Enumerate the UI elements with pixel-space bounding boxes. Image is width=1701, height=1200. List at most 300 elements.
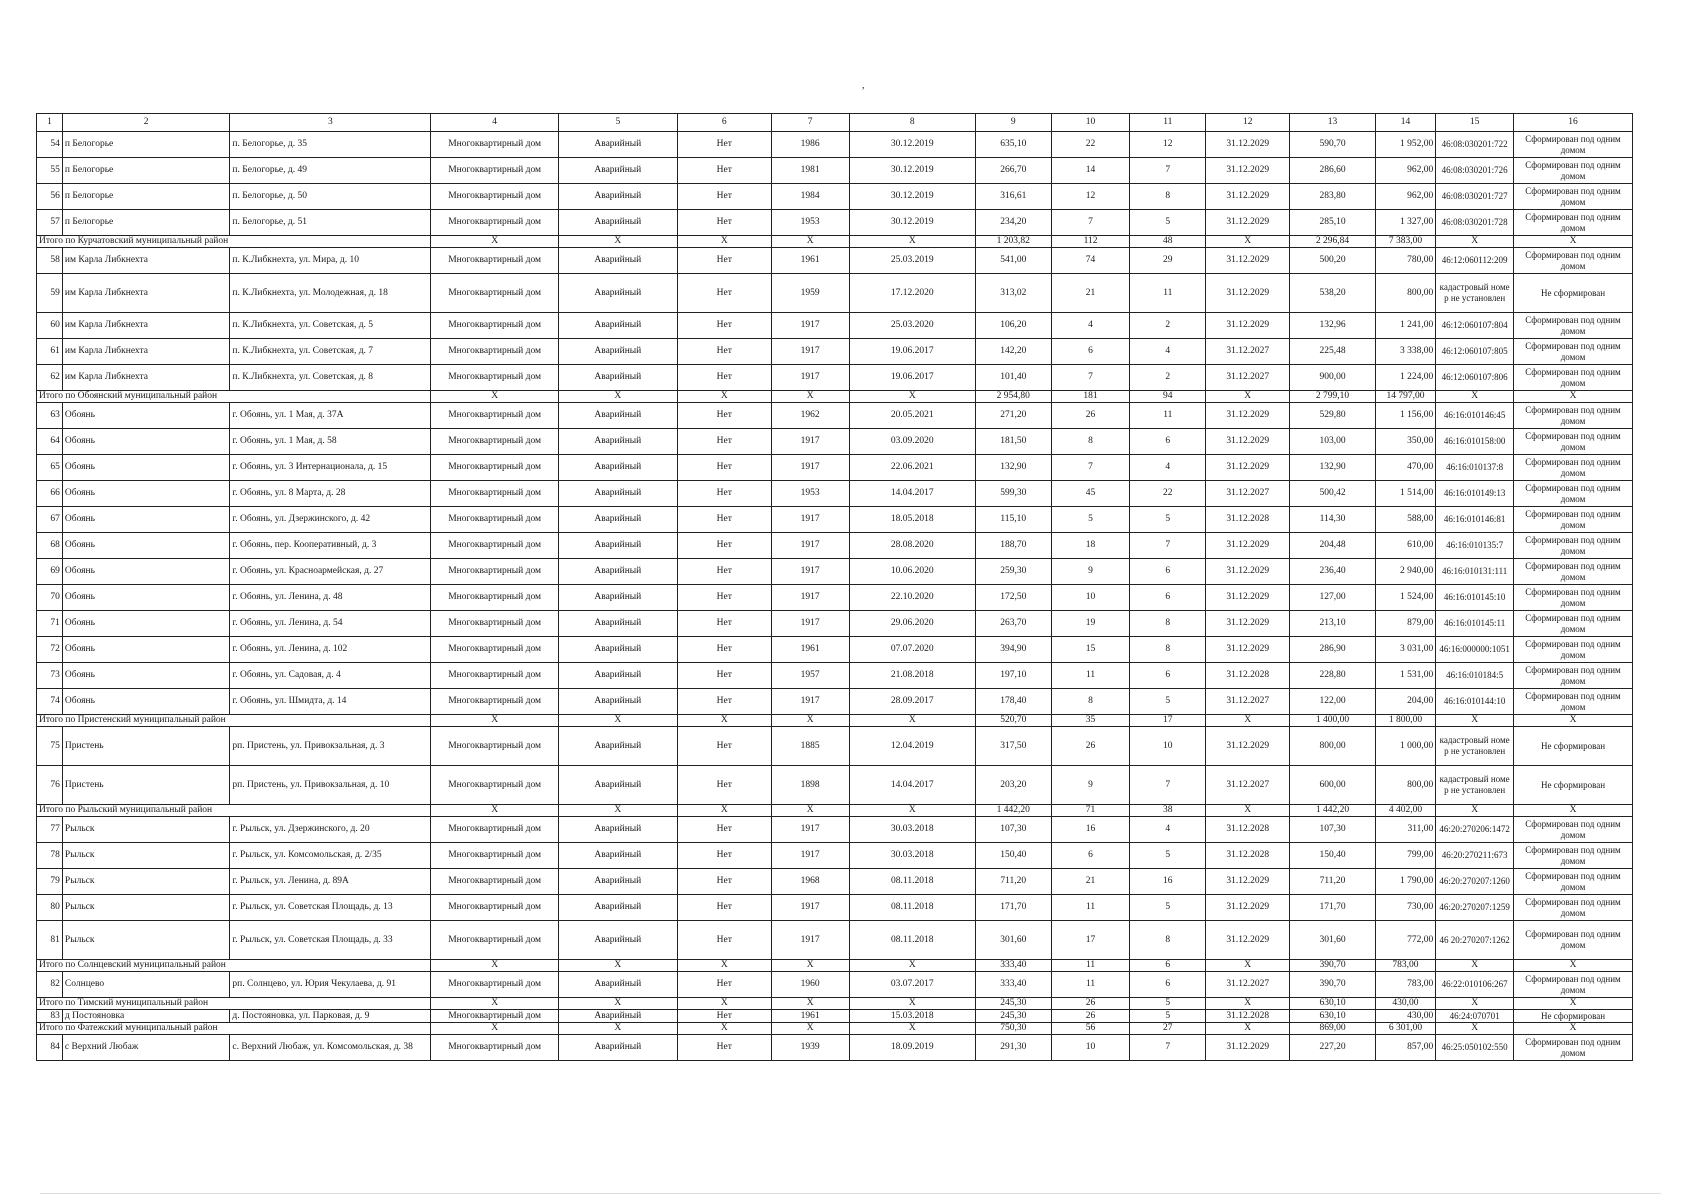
table-row: [37, 1010, 1633, 1023]
year-built: 1917: [771, 339, 849, 365]
resettlement-deadline: 31.12.2029: [1206, 210, 1290, 236]
resettled-area: 150,40: [1290, 843, 1375, 869]
subtotal-area: 2 954,80: [975, 391, 1051, 403]
subtotal-land-plot-status: X: [1514, 391, 1633, 403]
settlement: Рыльск: [62, 843, 229, 869]
land-area: 204,00: [1375, 689, 1436, 715]
subtotal-land-plot-status: X: [1514, 960, 1633, 972]
condition: Аварийный: [558, 817, 677, 843]
subtotal-cadastral-number: X: [1436, 998, 1514, 1010]
subtotal-apartments: 5: [1130, 998, 1206, 1010]
apartments: 8: [1130, 184, 1206, 210]
subtotal-resettled-area: 390,70: [1290, 960, 1375, 972]
year-built: 1917: [771, 455, 849, 481]
resettled-area: 500,20: [1290, 248, 1375, 274]
land-plot-status: Сформирован под одним домом: [1514, 339, 1633, 365]
condition: Аварийный: [558, 481, 677, 507]
settlement: Рыльск: [62, 869, 229, 895]
subtotal-year-built: X: [771, 1023, 849, 1035]
resettled-area: 132,96: [1290, 313, 1375, 339]
land-plot-status: Не сформирован: [1514, 274, 1633, 313]
row-number: 60: [37, 313, 63, 339]
resettled-area: 286,90: [1290, 637, 1375, 663]
land-area: 962,00: [1375, 158, 1436, 184]
table-row: [37, 972, 1633, 998]
address: г. Обоянь, ул. Ленина, д. 54: [230, 611, 431, 637]
resettled-area: 285,10: [1290, 210, 1375, 236]
building-type: Многоквартирный дом: [431, 184, 559, 210]
address: г. Обоянь, ул. Садовая, д. 4: [230, 663, 431, 689]
included: Нет: [677, 1035, 771, 1061]
row-number: 67: [37, 507, 63, 533]
subtotal-resettlement-deadline: X: [1206, 236, 1290, 248]
year-built: 1953: [771, 210, 849, 236]
land-plot-status: Сформирован под одним домом: [1514, 611, 1633, 637]
recognition-date: 12.04.2019: [849, 727, 975, 766]
column-number-11: 11: [1130, 114, 1206, 132]
residents: 11: [1051, 972, 1130, 998]
settlement: Обоянь: [62, 637, 229, 663]
recognition-date: 28.08.2020: [849, 533, 975, 559]
condition: Аварийный: [558, 1035, 677, 1061]
land-area: 470,00: [1375, 455, 1436, 481]
settlement: д Постояновка: [62, 1010, 229, 1023]
included: Нет: [677, 533, 771, 559]
building-type: Многоквартирный дом: [431, 637, 559, 663]
resettlement-deadline: 31.12.2029: [1206, 248, 1290, 274]
cadastral-number: 46:16:010137:8: [1436, 455, 1514, 481]
condition: Аварийный: [558, 184, 677, 210]
cadastral-number: 46:16:000000:1051: [1436, 637, 1514, 663]
settlement: Рыльск: [62, 817, 229, 843]
column-number-3: 3: [230, 114, 431, 132]
apartments: 16: [1130, 869, 1206, 895]
apartments: 4: [1130, 339, 1206, 365]
condition: Аварийный: [558, 365, 677, 391]
area: 316,61: [975, 184, 1051, 210]
land-area: 730,00: [1375, 895, 1436, 921]
recognition-date: 03.09.2020: [849, 429, 975, 455]
settlement: Рыльск: [62, 895, 229, 921]
table-body: [37, 132, 1633, 1061]
land-plot-status: Не сформирован: [1514, 766, 1633, 805]
cadastral-number: 46:12:060107:804: [1436, 313, 1514, 339]
resettlement-deadline: 31.12.2029: [1206, 559, 1290, 585]
address: п. К.Либкнехта, ул. Мира, д. 10: [230, 248, 431, 274]
residents: 45: [1051, 481, 1130, 507]
subtotal-condition: X: [558, 391, 677, 403]
building-type: Многоквартирный дом: [431, 766, 559, 805]
area: 234,20: [975, 210, 1051, 236]
resettled-area: 127,00: [1290, 585, 1375, 611]
resettled-area: 529,80: [1290, 403, 1375, 429]
building-type: Многоквартирный дом: [431, 817, 559, 843]
residents: 19: [1051, 611, 1130, 637]
subtotal-area: 1 203,82: [975, 236, 1051, 248]
subtotal-cadastral-number: X: [1436, 236, 1514, 248]
condition: Аварийный: [558, 339, 677, 365]
cadastral-number: 46:20:270207:1260: [1436, 869, 1514, 895]
residents: 11: [1051, 663, 1130, 689]
residents: 74: [1051, 248, 1130, 274]
included: Нет: [677, 184, 771, 210]
table-row: [37, 637, 1633, 663]
area: 115,10: [975, 507, 1051, 533]
residents: 15: [1051, 637, 1130, 663]
subtotal-recognition-date: X: [849, 805, 975, 817]
apartments: 7: [1130, 1035, 1206, 1061]
settlement: им Карла Либкнехта: [62, 248, 229, 274]
table-row: [37, 313, 1633, 339]
resettlement-deadline: 31.12.2027: [1206, 972, 1290, 998]
year-built: 1984: [771, 184, 849, 210]
row-number: 81: [37, 921, 63, 960]
resettled-area: 103,00: [1290, 429, 1375, 455]
column-number-14: 14: [1375, 114, 1436, 132]
land-area: 588,00: [1375, 507, 1436, 533]
residents: 18: [1051, 533, 1130, 559]
condition: Аварийный: [558, 132, 677, 158]
resettled-area: 800,00: [1290, 727, 1375, 766]
area: 333,40: [975, 972, 1051, 998]
building-type: Многоквартирный дом: [431, 429, 559, 455]
address: г. Обоянь, ул. Дзержинского, д. 42: [230, 507, 431, 533]
address: п. К.Либкнехта, ул. Советская, д. 5: [230, 313, 431, 339]
row-number: 77: [37, 817, 63, 843]
land-area: 800,00: [1375, 274, 1436, 313]
included: Нет: [677, 339, 771, 365]
resettled-area: 630,10: [1290, 1010, 1375, 1023]
address: п. Белогорье, д. 50: [230, 184, 431, 210]
subtotal-land-plot-status: X: [1514, 805, 1633, 817]
table-row: [37, 132, 1633, 158]
subtotal-title: Итого по Рыльский муниципальный район: [37, 805, 431, 817]
building-type: Многоквартирный дом: [431, 663, 559, 689]
condition: Аварийный: [558, 689, 677, 715]
land-plot-status: Сформирован под одним домом: [1514, 921, 1633, 960]
recognition-date: 14.04.2017: [849, 766, 975, 805]
subtotal-year-built: X: [771, 236, 849, 248]
building-type: Многоквартирный дом: [431, 689, 559, 715]
address: рп. Солнцево, ул. Юрия Чекулаева, д. 91: [230, 972, 431, 998]
address: с. Верхний Любаж, ул. Комсомольская, д. 38: [230, 1035, 431, 1061]
resettled-area: 390,70: [1290, 972, 1375, 998]
year-built: 1917: [771, 585, 849, 611]
recognition-date: 08.11.2018: [849, 869, 975, 895]
row-number: 66: [37, 481, 63, 507]
row-number: 64: [37, 429, 63, 455]
settlement: п Белогорье: [62, 210, 229, 236]
area: 394,90: [975, 637, 1051, 663]
subtotal-resettlement-deadline: X: [1206, 960, 1290, 972]
subtotal-residents: 112: [1051, 236, 1130, 248]
column-number-1: 1: [37, 114, 63, 132]
table-row: [37, 559, 1633, 585]
year-built: 1898: [771, 766, 849, 805]
residents: 11: [1051, 895, 1130, 921]
year-built: 1917: [771, 559, 849, 585]
land-area: 3 338,00: [1375, 339, 1436, 365]
cadastral-number: 46:20:270206:1472: [1436, 817, 1514, 843]
subtotal-resettlement-deadline: X: [1206, 805, 1290, 817]
resettlement-deadline: 31.12.2029: [1206, 533, 1290, 559]
apartments: 10: [1130, 727, 1206, 766]
resettlement-deadline: 31.12.2029: [1206, 637, 1290, 663]
resettlement-deadline: 31.12.2029: [1206, 403, 1290, 429]
apartments: 7: [1130, 158, 1206, 184]
subtotal-title: Итого по Пристенский муниципальный район: [37, 715, 431, 727]
building-type: Многоквартирный дом: [431, 274, 559, 313]
apartments: 22: [1130, 481, 1206, 507]
condition: Аварийный: [558, 766, 677, 805]
settlement: Обоянь: [62, 533, 229, 559]
address: п. К.Либкнехта, ул. Советская, д. 7: [230, 339, 431, 365]
area: 203,20: [975, 766, 1051, 805]
land-plot-status: Сформирован под одним домом: [1514, 533, 1633, 559]
land-area: 962,00: [1375, 184, 1436, 210]
subtotal-residents: 56: [1051, 1023, 1130, 1035]
area: 197,10: [975, 663, 1051, 689]
year-built: 1917: [771, 817, 849, 843]
residents: 7: [1051, 455, 1130, 481]
subtotal-resettlement-deadline: X: [1206, 715, 1290, 727]
table-row: [37, 533, 1633, 559]
cadastral-number: 46:12:060107:806: [1436, 365, 1514, 391]
year-built: 1939: [771, 1035, 849, 1061]
subtotal-condition: X: [558, 960, 677, 972]
subtotal-land-area: 7 383,00: [1375, 236, 1436, 248]
subtotal-condition: X: [558, 715, 677, 727]
condition: Аварийный: [558, 869, 677, 895]
address: п. Белогорье, д. 51: [230, 210, 431, 236]
included: Нет: [677, 895, 771, 921]
address: г. Обоянь, ул. Шмидта, д. 14: [230, 689, 431, 715]
row-number: 56: [37, 184, 63, 210]
address: г. Рыльск, ул. Комсомольская, д. 2/35: [230, 843, 431, 869]
cadastral-number: 46:08:030201:726: [1436, 158, 1514, 184]
area: 178,40: [975, 689, 1051, 715]
land-plot-status: Сформирован под одним домом: [1514, 184, 1633, 210]
resettled-area: 122,00: [1290, 689, 1375, 715]
subtotal-included: X: [677, 715, 771, 727]
land-plot-status: Сформирован под одним домом: [1514, 365, 1633, 391]
settlement: Обоянь: [62, 507, 229, 533]
building-type: Многоквартирный дом: [431, 895, 559, 921]
row-number: 62: [37, 365, 63, 391]
row-number: 59: [37, 274, 63, 313]
included: Нет: [677, 972, 771, 998]
area: 101,40: [975, 365, 1051, 391]
subtotal-included: X: [677, 998, 771, 1010]
resettlement-deadline: 31.12.2029: [1206, 1035, 1290, 1061]
settlement: Пристень: [62, 766, 229, 805]
year-built: 1953: [771, 481, 849, 507]
subtotal-apartments: 38: [1130, 805, 1206, 817]
resettlement-deadline: 31.12.2028: [1206, 507, 1290, 533]
table-row: [37, 455, 1633, 481]
subtotal-resettled-area: 630,10: [1290, 998, 1375, 1010]
building-type: Многоквартирный дом: [431, 313, 559, 339]
recognition-date: 19.06.2017: [849, 365, 975, 391]
address: г. Обоянь, ул. 1 Мая, д. 58: [230, 429, 431, 455]
subtotal-resettled-area: 869,00: [1290, 1023, 1375, 1035]
apartments: 6: [1130, 429, 1206, 455]
table-row: [37, 158, 1633, 184]
residents: 7: [1051, 210, 1130, 236]
subtotal-condition: X: [558, 236, 677, 248]
subtotal-land-plot-status: X: [1514, 236, 1633, 248]
building-type: Многоквартирный дом: [431, 1010, 559, 1023]
condition: Аварийный: [558, 455, 677, 481]
year-built: 1986: [771, 132, 849, 158]
area: 263,70: [975, 611, 1051, 637]
building-type: Многоквартирный дом: [431, 1035, 559, 1061]
district-subtotal-row: [37, 236, 1633, 248]
recognition-date: 25.03.2020: [849, 313, 975, 339]
district-subtotal-row: [37, 998, 1633, 1010]
condition: Аварийный: [558, 158, 677, 184]
land-area: 772,00: [1375, 921, 1436, 960]
settlement: п Белогорье: [62, 158, 229, 184]
apartments: 8: [1130, 637, 1206, 663]
land-area: 1 531,00: [1375, 663, 1436, 689]
area: 259,30: [975, 559, 1051, 585]
table-row: [37, 1035, 1633, 1061]
residents: 14: [1051, 158, 1130, 184]
resettlement-deadline: 31.12.2029: [1206, 895, 1290, 921]
cadastral-number: 46:16:010145:10: [1436, 585, 1514, 611]
apartments: 4: [1130, 817, 1206, 843]
land-plot-status: Сформирован под одним домом: [1514, 429, 1633, 455]
year-built: 1961: [771, 1010, 849, 1023]
resettlement-deadline: 31.12.2028: [1206, 843, 1290, 869]
resettled-area: 225,48: [1290, 339, 1375, 365]
recognition-date: 28.09.2017: [849, 689, 975, 715]
table-row: [37, 184, 1633, 210]
subtotal-land-area: 6 301,00: [1375, 1023, 1436, 1035]
land-plot-status: Сформирован под одним домом: [1514, 210, 1633, 236]
resettled-area: 107,30: [1290, 817, 1375, 843]
table-row: [37, 429, 1633, 455]
included: Нет: [677, 637, 771, 663]
row-number: 78: [37, 843, 63, 869]
subtotal-cadastral-number: X: [1436, 715, 1514, 727]
subtotal-land-plot-status: X: [1514, 998, 1633, 1010]
year-built: 1917: [771, 533, 849, 559]
recognition-date: 30.03.2018: [849, 843, 975, 869]
column-number-9: 9: [975, 114, 1051, 132]
cadastral-number: 46:25:050102:550: [1436, 1035, 1514, 1061]
included: Нет: [677, 365, 771, 391]
housing-register-table: [36, 113, 1633, 1061]
residents: 21: [1051, 274, 1130, 313]
column-number-15: 15: [1436, 114, 1514, 132]
table-row: [37, 339, 1633, 365]
cadastral-number: 46:16:010149:13: [1436, 481, 1514, 507]
residents: 9: [1051, 559, 1130, 585]
included: Нет: [677, 274, 771, 313]
recognition-date: 22.06.2021: [849, 455, 975, 481]
resettled-area: 538,20: [1290, 274, 1375, 313]
residents: 17: [1051, 921, 1130, 960]
column-number-4: 4: [431, 114, 559, 132]
area: 711,20: [975, 869, 1051, 895]
land-plot-status: Сформирован под одним домом: [1514, 843, 1633, 869]
row-number: 69: [37, 559, 63, 585]
apartments: 11: [1130, 274, 1206, 313]
recognition-date: 17.12.2020: [849, 274, 975, 313]
row-number: 72: [37, 637, 63, 663]
residents: 8: [1051, 429, 1130, 455]
resettlement-deadline: 31.12.2029: [1206, 429, 1290, 455]
year-built: 1917: [771, 921, 849, 960]
land-area: 780,00: [1375, 248, 1436, 274]
recognition-date: 30.12.2019: [849, 158, 975, 184]
column-number-8: 8: [849, 114, 975, 132]
building-type: Многоквартирный дом: [431, 533, 559, 559]
subtotal-residents: 26: [1051, 998, 1130, 1010]
land-area: 1 514,00: [1375, 481, 1436, 507]
settlement: Солнцево: [62, 972, 229, 998]
table-row: [37, 727, 1633, 766]
column-number-5: 5: [558, 114, 677, 132]
address: г. Рыльск, ул. Дзержинского, д. 20: [230, 817, 431, 843]
subtotal-apartments: 48: [1130, 236, 1206, 248]
area: 317,50: [975, 727, 1051, 766]
address: п. К.Либкнехта, ул. Советская, д. 8: [230, 365, 431, 391]
included: Нет: [677, 455, 771, 481]
table-row: [37, 689, 1633, 715]
resettlement-deadline: 31.12.2029: [1206, 921, 1290, 960]
subtotal-year-built: X: [771, 960, 849, 972]
settlement: Обоянь: [62, 663, 229, 689]
included: Нет: [677, 689, 771, 715]
residents: 7: [1051, 365, 1130, 391]
residents: 10: [1051, 585, 1130, 611]
year-built: 1959: [771, 274, 849, 313]
year-built: 1917: [771, 313, 849, 339]
included: Нет: [677, 869, 771, 895]
land-area: 1 224,00: [1375, 365, 1436, 391]
land-plot-status: Сформирован под одним домом: [1514, 972, 1633, 998]
cadastral-number: кадастровый номер не установлен: [1436, 727, 1514, 766]
subtotal-area: 750,30: [975, 1023, 1051, 1035]
area: 132,90: [975, 455, 1051, 481]
recognition-date: 30.12.2019: [849, 210, 975, 236]
subtotal-building-type: X: [431, 960, 559, 972]
subtotal-resettled-area: 2 296,84: [1290, 236, 1375, 248]
year-built: 1917: [771, 429, 849, 455]
subtotal-apartments: 94: [1130, 391, 1206, 403]
row-number: 65: [37, 455, 63, 481]
settlement: Обоянь: [62, 689, 229, 715]
apartments: 11: [1130, 403, 1206, 429]
included: Нет: [677, 158, 771, 184]
subtotal-recognition-date: X: [849, 998, 975, 1010]
settlement: им Карла Либкнехта: [62, 274, 229, 313]
apartments: 8: [1130, 921, 1206, 960]
land-plot-status: Сформирован под одним домом: [1514, 585, 1633, 611]
recognition-date: 14.04.2017: [849, 481, 975, 507]
building-type: Многоквартирный дом: [431, 158, 559, 184]
table-row: [37, 274, 1633, 313]
recognition-date: 18.05.2018: [849, 507, 975, 533]
cadastral-number: кадастровый номер не установлен: [1436, 766, 1514, 805]
land-plot-status: Сформирован под одним домом: [1514, 663, 1633, 689]
area: 291,30: [975, 1035, 1051, 1061]
recognition-date: 15.03.2018: [849, 1010, 975, 1023]
row-number: 75: [37, 727, 63, 766]
